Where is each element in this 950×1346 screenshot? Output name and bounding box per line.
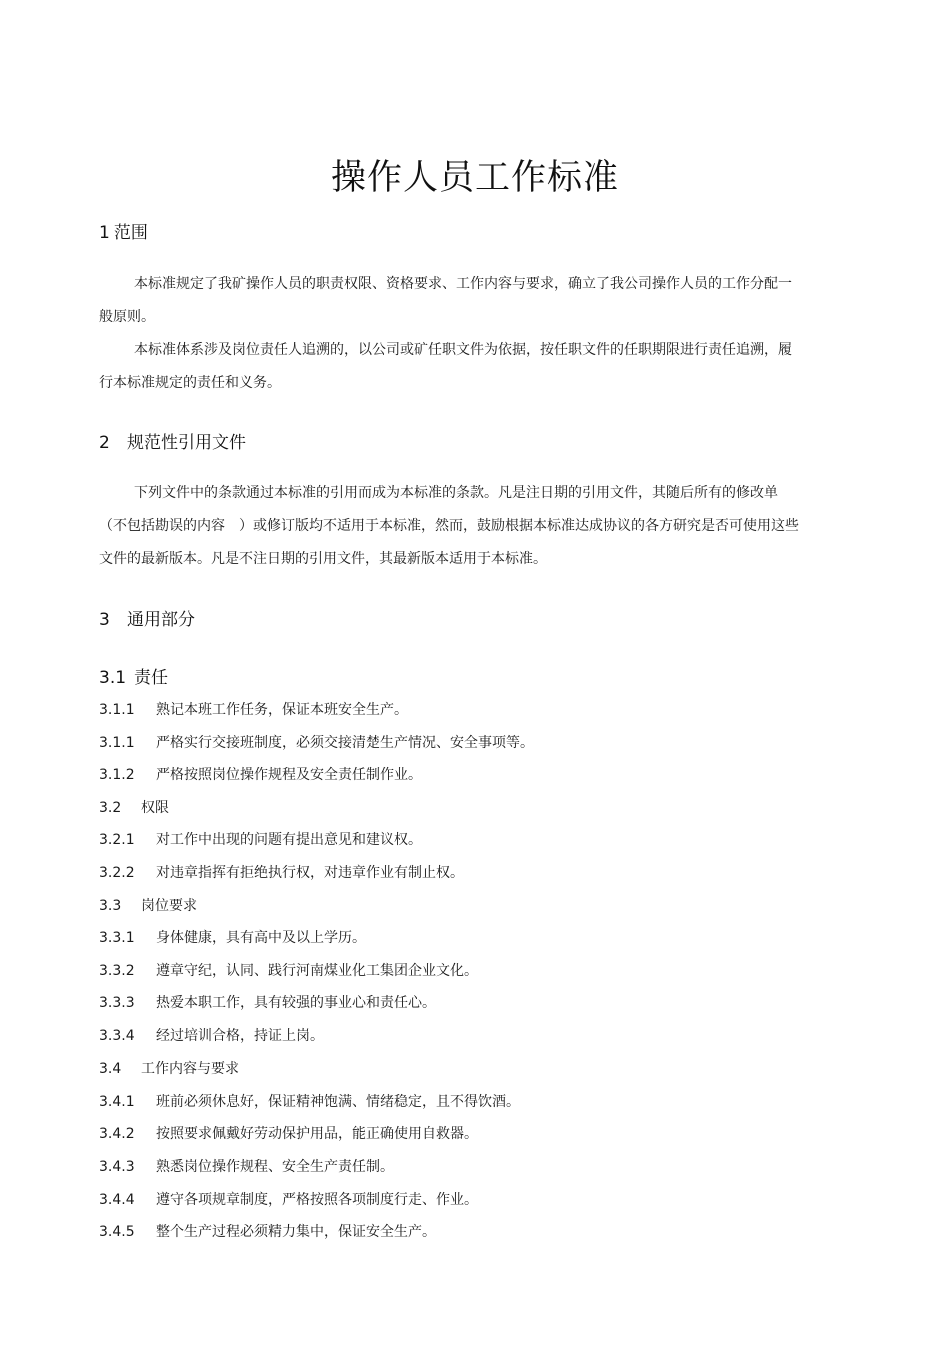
item-number: 3.4.5: [99, 1224, 135, 1240]
item-number: 3.2.1: [99, 832, 135, 848]
item-text: 对违章指挥有拒绝执行权，对违章作业有制止权。: [156, 865, 464, 881]
item-number: 3.3.4: [99, 1028, 135, 1044]
item-number: 3.3.1: [99, 930, 135, 946]
item-number: 3.1.1: [99, 702, 135, 718]
list-item: [99, 1123, 478, 1143]
list-item: [99, 699, 408, 719]
subsection-3-1-heading: [99, 663, 168, 688]
list-item: [99, 960, 478, 980]
list-item: [99, 862, 464, 882]
item-text: 身体健康，具有高中及以上学历。: [156, 930, 366, 946]
item-number: 3.4.1: [99, 1094, 135, 1110]
section-1-paragraph-1: 本标准规定了我矿操作人员的职责权限、资格要求、工作内容与要求，确立了我公司操作人员的工作分配一般原则。: [99, 276, 792, 325]
subsection-3-2-heading: [99, 797, 169, 817]
section-3-number: 3: [99, 610, 110, 630]
subsection-3-4-number: 3.4: [99, 1061, 122, 1077]
list-item: [99, 1156, 394, 1176]
section-2-paragraph-1: 下列文件中的条款通过本标准的引用而成为本标准的条款。凡是注日期的引用文件，其随后所有的修改单（不包括勘误的内容 ）或修订版均不适用于本标准，然而，鼓励根据本标准达成协议的各方研究是否可使用这些文件的最新版本。凡是不注日期的引用文件，其最新版本适用于本标准。: [99, 485, 799, 567]
section-2-title: 规范性引用文件: [127, 433, 246, 453]
document-title: 操作人员工作标准: [330, 158, 619, 198]
section-2-number: 2: [99, 433, 110, 453]
item-text: 整个生产过程必须精力集中，保证安全生产。: [156, 1224, 436, 1240]
subsection-3-3-heading: [99, 895, 197, 915]
list-item: [99, 829, 422, 849]
subsection-3-1-title: 责任: [134, 668, 168, 688]
section-1-heading: [99, 218, 148, 243]
item-text: 严格按照岗位操作规程及安全责任制作业。: [156, 767, 422, 783]
item-number: 3.3.2: [99, 963, 135, 979]
item-number: 3.4.3: [99, 1159, 135, 1175]
item-text: 班前必须休息好，保证精神饱满、情绪稳定，且不得饮酒。: [156, 1094, 520, 1110]
item-text: 熟悉岗位操作规程、安全生产责任制。: [156, 1159, 394, 1175]
item-text: 热爱本职工作，具有较强的事业心和责任心。: [156, 995, 436, 1011]
section-2-heading: [99, 428, 246, 453]
item-number: 3.2.2: [99, 865, 135, 881]
item-text: 遵守各项规章制度，严格按照各项制度行走、作业。: [156, 1192, 478, 1208]
section-1-number: 1: [99, 223, 110, 243]
list-item: [99, 927, 366, 947]
list-item: [99, 764, 422, 784]
item-number: 3.1.1: [99, 735, 135, 751]
item-number: 3.4.2: [99, 1126, 135, 1142]
item-number: 3.3.3: [99, 995, 135, 1011]
subsection-3-2-number: 3.2: [99, 800, 122, 816]
item-text: 遵章守纪，认同、践行河南煤业化工集团企业文化。: [156, 963, 478, 979]
section-1-title: 范围: [113, 223, 148, 243]
subsection-3-4-heading: [99, 1058, 239, 1078]
list-item: [99, 992, 436, 1012]
subsection-3-1-number: 3.1: [99, 668, 127, 688]
item-text: 严格实行交接班制度，必须交接清楚生产情况、安全事项等。: [156, 735, 534, 751]
item-number: 3.4.4: [99, 1192, 135, 1208]
subsection-3-4-title: 工作内容与要求: [141, 1061, 239, 1077]
subsection-3-3-number: 3.3: [99, 898, 122, 914]
subsection-3-3-title: 岗位要求: [141, 898, 197, 914]
list-item: [99, 732, 534, 752]
list-item: [99, 1025, 324, 1045]
list-item: [99, 1189, 478, 1209]
subsection-3-2-title: 权限: [141, 800, 169, 816]
section-3-title: 通用部分: [127, 610, 195, 630]
item-text: 熟记本班工作任务，保证本班安全生产。: [156, 702, 408, 718]
item-number: 3.1.2: [99, 767, 135, 783]
list-item: [99, 1221, 436, 1241]
item-text: 对工作中出现的问题有提出意见和建议权。: [156, 832, 422, 848]
list-item: [99, 1091, 520, 1111]
item-text: 经过培训合格，持证上岗。: [156, 1028, 324, 1044]
section-1-paragraph-2: 本标准体系涉及岗位责任人追溯的，以公司或矿任职文件为依据，按任职文件的任职期限进行责任追溯，履行本标准规定的责任和义务。: [99, 342, 792, 391]
item-text: 按照要求佩戴好劳动保护用品，能正确使用自救器。: [156, 1126, 478, 1142]
section-3-heading: [99, 605, 195, 630]
